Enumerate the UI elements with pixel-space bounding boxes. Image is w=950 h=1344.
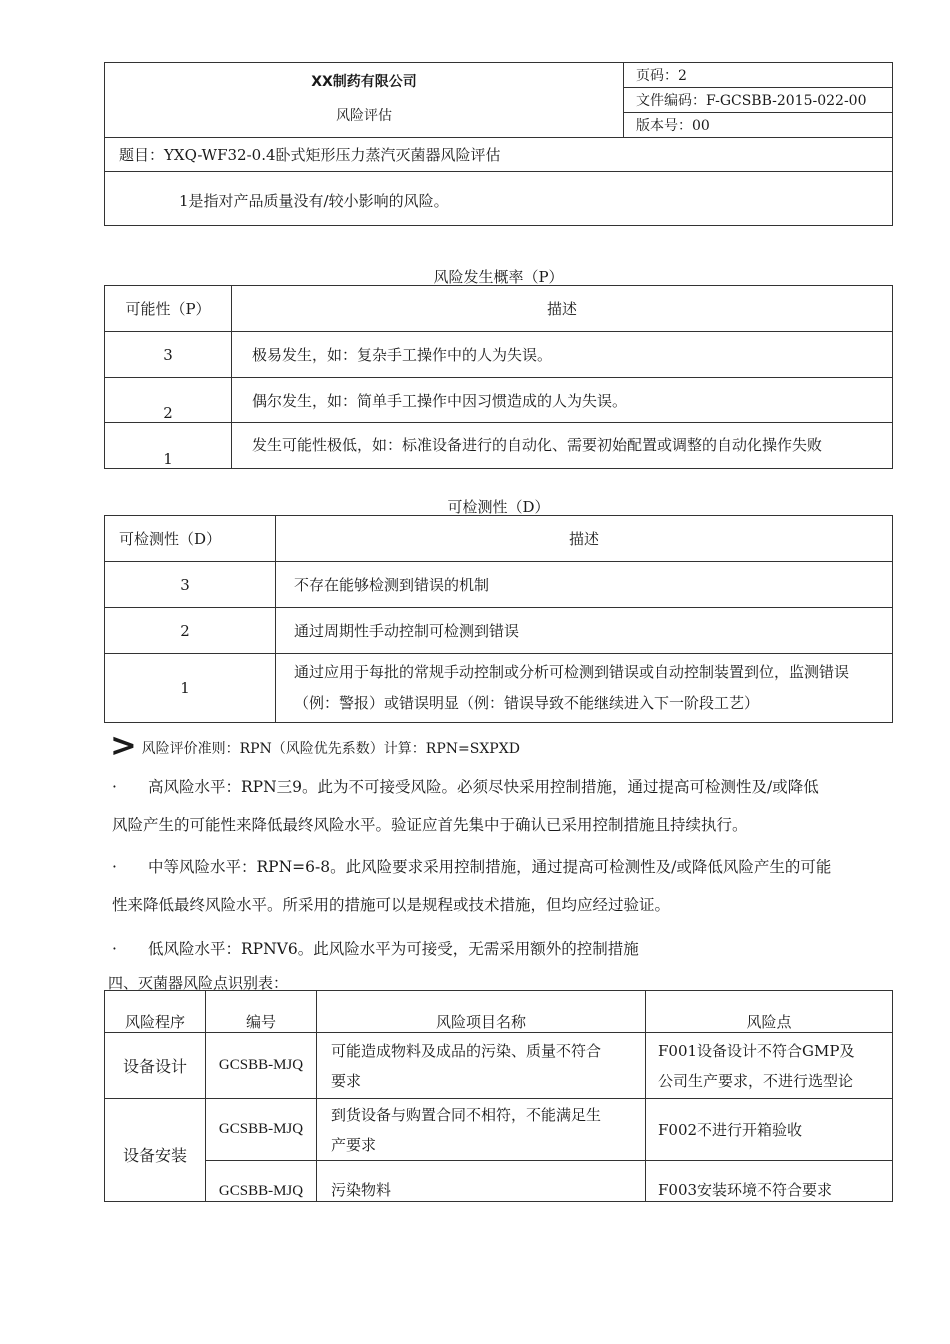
- subject-title: 题目：YXQ-WF32-0.4卧式矩形压力蒸汽灭菌器风险评估: [119, 146, 501, 164]
- bullet-icon: ·: [112, 940, 117, 958]
- risk-col-stage: 风险程序: [105, 991, 206, 1033]
- design-stage: 设备设计: [105, 1033, 206, 1099]
- detectability-table: [104, 515, 893, 723]
- risk-col-name: 风险项目名称: [317, 991, 646, 1033]
- probability-desc: 极易发生，如：复杂手工操作中的人为失误。: [232, 332, 893, 378]
- mid-risk-line2: 性来降低最终风险水平。所采用的措施可以是规程或技术措施，但均应经过验证。: [112, 896, 671, 914]
- high-risk-text1: 高风险水平：RPN三9。此为不可接受风险。必须尽快采用控制措施，通过提高可检测性及/或降低: [148, 778, 819, 796]
- file-code: 文件编码：F-GCSBB-2015-022-00: [624, 88, 892, 113]
- header-meta-cell: [624, 63, 893, 138]
- company-name: XX制药有限公司: [311, 74, 417, 90]
- detectability-col-level: 可检测性（D）: [105, 516, 276, 562]
- detectability-desc: 通过应用于每批的常规手动控制或分析可检测到错误或自动控制装置到位，监测错误（例：警报）或错误明显（例：错误导致不能继续进入下一阶段工艺）: [276, 654, 893, 723]
- install-code-1: GCSBB-MJQ: [206, 1099, 317, 1161]
- design-code: GCSBB-MJQ: [206, 1033, 317, 1099]
- probability-col-level: 可能性（P）: [105, 286, 232, 332]
- low-risk-line: [112, 939, 892, 959]
- install-point-1: F002不进行开箱验收: [646, 1099, 893, 1161]
- detectability-desc: 通过周期性手动控制可检测到错误: [276, 608, 893, 654]
- mid-risk-line1: [112, 857, 892, 877]
- mid-risk-text1: 中等风险水平：RPN=6-8。此风险要求采用控制措施，通过提高可检测性及/或降低风险产生的可能: [148, 858, 832, 876]
- risk-col-point: 风险点: [646, 991, 893, 1033]
- detectability-col-desc: 描述: [276, 516, 893, 562]
- detectability-level: 2: [105, 608, 276, 654]
- bullet-icon: ·: [112, 778, 117, 796]
- header-company-cell: [105, 63, 624, 138]
- version: 版本号：00: [636, 118, 710, 134]
- probability-desc: 发生可能性极低，如：标准设备进行的自动化、需要初始配置或调整的自动化操作失败: [232, 423, 893, 469]
- high-risk-line1: [112, 777, 892, 797]
- detectability-level: 3: [105, 562, 276, 608]
- detectability-desc: 不存在能够检测到错误的机制: [276, 562, 893, 608]
- high-risk-line2: 风险产生的可能性来降低最终风险水平。验证应首先集中于确认已采用控制措施且持续执行。: [112, 816, 748, 834]
- detectability-title: 可检测性（D）: [447, 498, 550, 516]
- install-name-1-l2: 产要求: [331, 1135, 377, 1154]
- install-name-1-l1: 到货设备与购置合同不相符，不能满足生: [331, 1105, 602, 1124]
- probability-table: [104, 285, 893, 469]
- risk-table: [104, 990, 893, 1202]
- design-point-l1: F001设备设计不符合GMP及: [658, 1041, 855, 1060]
- install-stage: 设备安装: [105, 1099, 206, 1202]
- install-code-2: GCSBB-MJQ: [206, 1161, 317, 1202]
- doc-type: 风险评估: [336, 108, 392, 124]
- probability-desc: 偶尔发生，如：简单手工操作中因习惯造成的人为失误。: [232, 378, 893, 423]
- design-name-l1: 可能造成物料及成品的污染、质量不符合: [331, 1041, 602, 1060]
- install-point-2: F003安装环境不符合要求: [646, 1161, 893, 1202]
- design-name-l2: 要求: [331, 1071, 362, 1090]
- design-point: [646, 1033, 893, 1099]
- probability-level: 3: [105, 332, 232, 378]
- arrow-icon: >: [110, 726, 137, 764]
- risk-col-code: 编号: [206, 991, 317, 1033]
- note-text: 1是指对产品质量没有/较小影响的风险。: [179, 192, 449, 210]
- install-name-1: [317, 1099, 646, 1161]
- install-name-2: 污染物料: [317, 1161, 646, 1202]
- note-cell: [105, 172, 893, 226]
- criteria-intro-line: [110, 726, 890, 764]
- design-point-l2: 公司生产要求，不进行选型论: [658, 1071, 854, 1090]
- probability-col-desc: 描述: [232, 286, 893, 332]
- bullet-icon: ·: [112, 858, 117, 876]
- risk-table-title: 四、灭菌器风险点识别表：: [108, 974, 289, 992]
- page-number: 页码：2: [624, 63, 892, 88]
- subject-cell: [105, 138, 893, 172]
- probability-level: 2: [105, 378, 232, 423]
- low-risk-text: 低风险水平：RPNV6。此风险水平为可接受，无需采用额外的控制措施: [148, 940, 639, 958]
- design-name: [317, 1033, 646, 1099]
- detectability-level: 1: [105, 654, 276, 723]
- probability-title: 风险发生概率（P）: [433, 268, 564, 286]
- criteria-intro: 风险评价准则：RPN（风险优先系数）计算：RPN=SXPXD: [141, 741, 520, 757]
- probability-level: 1: [105, 423, 232, 469]
- header-table: [104, 62, 893, 226]
